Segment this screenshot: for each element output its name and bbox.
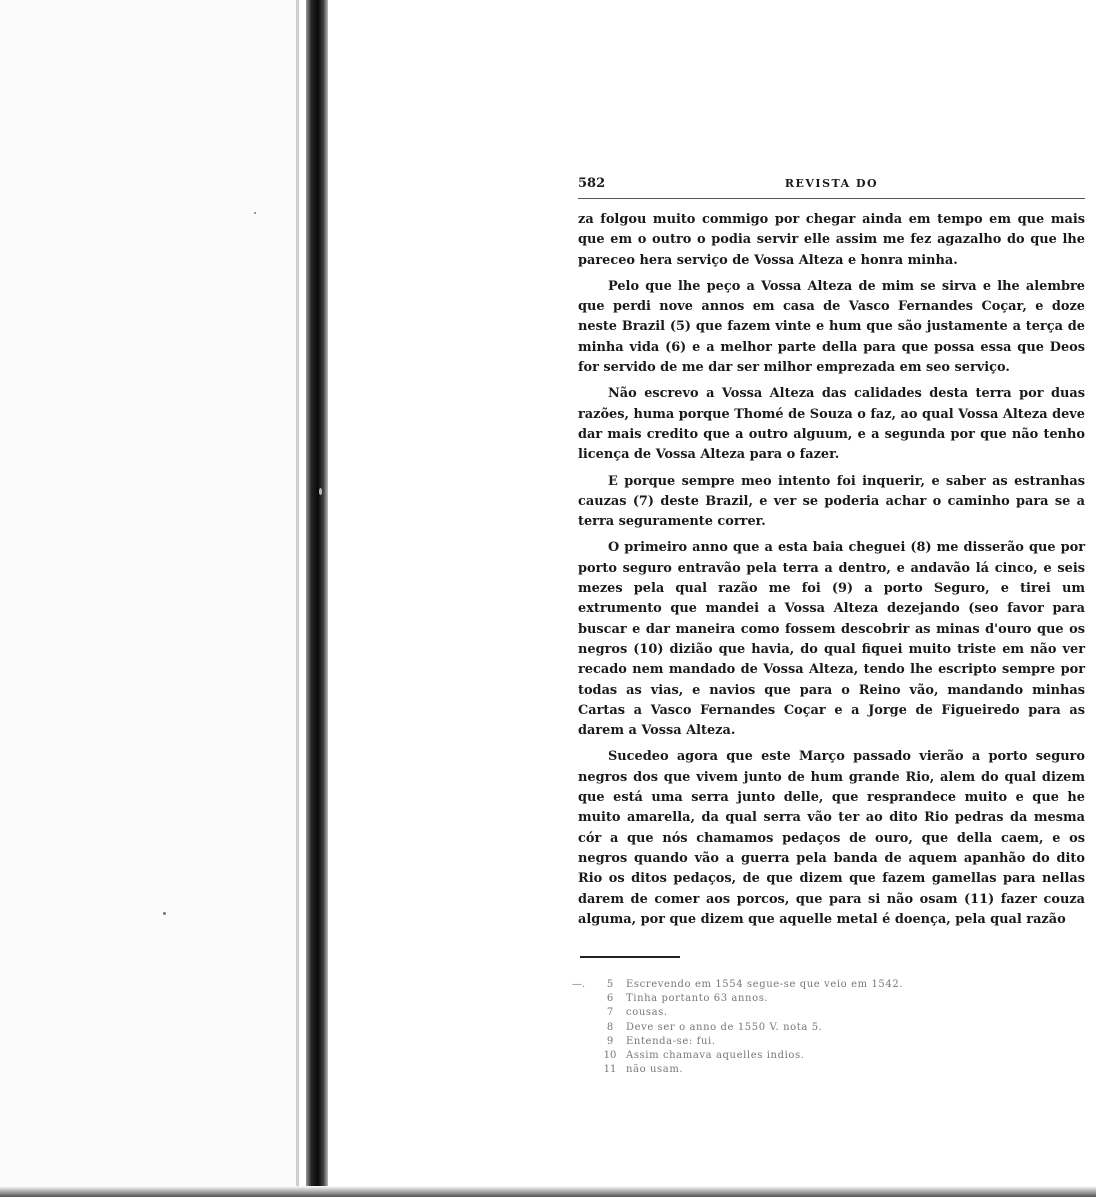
paragraph: O primeiro anno que a esta baia cheguei (8) me disserão que por porto seguro entravão pela terra a dentro, e andavão lá cinco, e seis mezes pela qual razão me foi (9) a porto Seguro, e tirei um extrumento que mandei a Vossa Alteza dezejando (seo favor para buscar e dar maneira como fossem descobrir as minas d'ouro que os negros (10) dizião que havia, do qual fiquei muito triste em não ver recado nem mandado de Vossa Alteza, tendo lhe escripto sempre por todas as vias, e navios que para o Reino vão, mandando minhas Cartas a Vasco Fernandes Coçar e a Jorge de Figueiredo para as darem a Vossa Alteza. xyxy=(578,540,1085,739)
footnote-text: Assim chamava aquelles indios. xyxy=(626,1049,805,1061)
footnote-number: 10 xyxy=(603,1049,617,1061)
footnotes xyxy=(572,978,998,1077)
footnote-number: 8 xyxy=(606,1021,614,1033)
footnote-number: 5 xyxy=(606,979,614,990)
footnote xyxy=(578,1021,998,1035)
left-page-edge xyxy=(296,0,299,1197)
footnote-text: Escrevendo em 1554 segue-se que veio em 1542. xyxy=(626,979,904,990)
page-bottom-shadow xyxy=(0,1186,1096,1197)
running-head: REVISTA DO xyxy=(784,177,879,190)
footnote-text: Entenda-se: fui. xyxy=(626,1035,716,1047)
scan-speck xyxy=(163,912,166,915)
footnote xyxy=(578,1035,998,1049)
footnote-rule xyxy=(580,956,680,958)
book-gutter-shadow xyxy=(306,0,328,1197)
footnote-text: cousas. xyxy=(626,1007,668,1019)
footnote-number: 6 xyxy=(606,993,614,1005)
footnote xyxy=(578,1049,998,1063)
footnote-text: Deve ser o anno de 1550 V. nota 5. xyxy=(626,1021,823,1033)
page-header xyxy=(578,176,1085,200)
footnote-number: 11 xyxy=(603,1064,617,1076)
scan-speck xyxy=(319,488,322,495)
left-page-blank xyxy=(0,0,300,1197)
footnote-text: não usam. xyxy=(626,1064,684,1076)
page-number: 582 xyxy=(578,176,606,191)
footnote xyxy=(578,992,998,1006)
paragraph: Pelo que lhe peço a Vossa Alteza de mim se sirva e lhe alembre que perdi nove annos em casa de Vasco Fernandes Coçar, e doze neste Brazil (5) que fazem vinte e hum que são justamente a terça de minha vida (6) e a melhor parte della para que possa essa que Deos for servido de me dar ser milhor emprezada em seo serviço. xyxy=(578,278,1085,376)
right-page xyxy=(572,170,1090,1130)
footnote-number: 7 xyxy=(606,1007,614,1019)
footnote-text: Tinha portanto 63 annos. xyxy=(626,993,769,1005)
paragraph: Sucedeo agora que este Março passado vierão a porto seguro negros dos que vivem junto de hum grande Rio, alem do qual dizem que está uma serra junto delle, que resprandece muito e que he muito amarella, da qual serra vão ter ao dito Rio pedras da mesma cór a que nós chamamos pedaços de ouro, que della caem, e os negros quando vão a guerra pela banda de aquem apanhão do dito Rio os ditos pedaços, de que dizem que fazem gamellas para nellas darem de comer aos porcos, que para si não osam (11) fazer couza alguma, por que dizem que aquelle metal é doença, pela qual razão xyxy=(578,749,1085,927)
footnote-number: 9 xyxy=(606,1035,614,1047)
paragraph: Não escrevo a Vossa Alteza das calidades desta terra por duas razões, huma porque Thomé de Souza o faz, ao qual Vossa Alteza deve dar mais credito que a outro alguum, e a segunda por que não tenho licença de Vossa Alteza para o fazer. xyxy=(578,386,1085,463)
footnote xyxy=(578,1063,998,1077)
scan-speck xyxy=(254,212,256,214)
header-rule xyxy=(578,198,1085,199)
footnote-mark: —. xyxy=(572,979,586,990)
paragraph: za folgou muito commigo por chegar ainda em tempo em que mais que em o outro o podia servir elle assim me fez agazalho do que lhe pareceo hera serviço de Vossa Alteza e honra minha. xyxy=(578,212,1085,268)
body-text xyxy=(578,210,1085,936)
footnote xyxy=(578,1006,998,1020)
paragraph: E porque sempre meo intento foi inquerir, e saber as estranhas cauzas (7) deste Brazil, e ver se poderia achar o caminho para se a terra seguramente correr. xyxy=(578,473,1085,530)
footnote xyxy=(572,978,998,992)
